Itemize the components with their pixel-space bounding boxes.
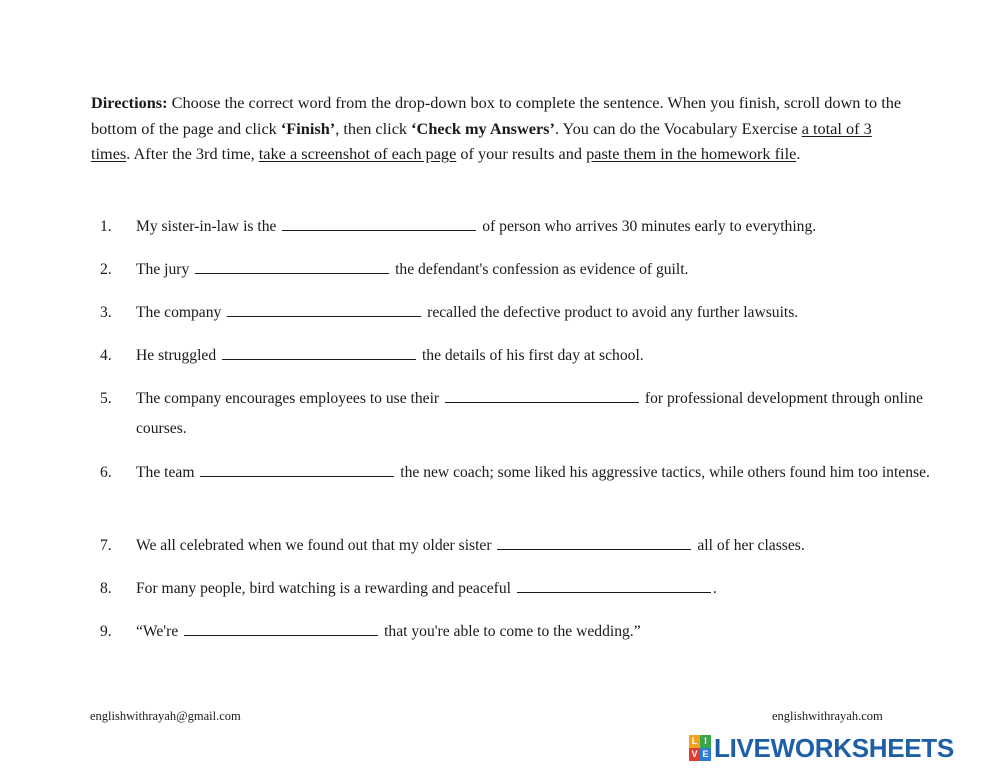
question-text [136, 298, 956, 328]
answer-dropdown[interactable] [445, 388, 639, 403]
question-number: 3. [100, 304, 112, 321]
question-number: 7. [100, 537, 112, 554]
question-text [136, 531, 956, 561]
question-text-after: . [712, 580, 717, 597]
question-text-before: My sister-in-law is the [136, 218, 277, 235]
question-text [136, 212, 956, 242]
question-text-after: the defendant's confession as evidence of guilt. [395, 261, 689, 278]
answer-dropdown[interactable] [517, 578, 711, 593]
question-text [136, 384, 956, 444]
logo-letter-l: L [689, 735, 700, 748]
question-number: 2. [100, 261, 112, 278]
logo-letter-e: E [700, 748, 711, 761]
directions-text-1: Choose the correct word from the drop-down box to complete the sentence. When you finish, scroll down to the bottom of the page and click [91, 93, 902, 138]
liveworksheets-logo[interactable] [689, 733, 954, 763]
answer-dropdown[interactable] [200, 462, 394, 477]
directions-text-5: of your results and [456, 144, 587, 163]
question-text-before: He struggled [136, 347, 217, 364]
footer-email: englishwithrayah@gmail.com [90, 709, 241, 723]
question-number: 9. [100, 623, 112, 640]
question-text-before: The jury [136, 261, 190, 278]
question-number: 4. [100, 347, 112, 364]
question-text-after: that you're able to come to the wedding.” [384, 623, 641, 640]
attempts-limit: a total of 3 times [91, 118, 872, 163]
question-text [136, 341, 956, 371]
question-number: 1. [100, 218, 112, 235]
answer-dropdown[interactable] [227, 302, 421, 317]
question-text-before: For many people, bird watching is a rewarding and peaceful [136, 580, 511, 597]
question-text [136, 458, 956, 488]
question-text-before: The team [136, 464, 195, 481]
question-text-after: the details of his first day at school. [421, 347, 644, 364]
logo-grid-icon [689, 735, 711, 761]
question-number: 6. [100, 464, 112, 481]
directions-text-3: . You can do the Vocabulary Exercise [554, 118, 802, 138]
question-text [136, 617, 956, 647]
finish-keyword: ‘Finish’ [280, 118, 336, 138]
question-text-before: The company encourages employees to use their [136, 390, 440, 407]
question-text-after: of person who arrives 30 minutes early to everything. [482, 218, 817, 235]
screenshot-instruction: take a screenshot of each page [258, 144, 457, 163]
question-text-before: “We're [136, 623, 179, 640]
question-text [136, 255, 956, 285]
question-text-after: the new coach; some liked his aggressive tactics, while others found him too intense. [400, 464, 930, 481]
check-answers-keyword: ‘Check my Answers’ [411, 118, 555, 138]
question-text [136, 574, 956, 604]
question-text-before: We all celebrated when we found out that my older sister [136, 537, 492, 554]
question-number: 8. [100, 580, 112, 597]
directions-text-4: . After the 3rd time, [126, 144, 259, 163]
question-text-before: The company [136, 304, 222, 321]
answer-dropdown[interactable] [497, 535, 691, 550]
logo-letter-i: I [700, 735, 711, 748]
answer-dropdown[interactable] [184, 621, 378, 636]
question-text-after: recalled the defective product to avoid any further lawsuits. [427, 304, 799, 321]
question-number: 5. [100, 390, 112, 407]
question-text-after: all of her classes. [697, 537, 805, 554]
directions-text-6: . [796, 144, 801, 163]
directions-text-2: , then click [335, 118, 412, 138]
logo-letter-v: V [689, 748, 700, 761]
answer-dropdown[interactable] [282, 216, 476, 231]
paste-instruction: paste them in the homework file [586, 144, 797, 163]
answer-dropdown[interactable] [222, 345, 416, 360]
brand-name: LIVEWORKSHEETS [714, 732, 954, 763]
answer-dropdown[interactable] [195, 259, 389, 274]
question-text-after: for professional development through online courses. [136, 390, 923, 437]
footer-website: englishwithrayah.com [772, 709, 883, 723]
directions-label: Directions: [91, 93, 168, 112]
